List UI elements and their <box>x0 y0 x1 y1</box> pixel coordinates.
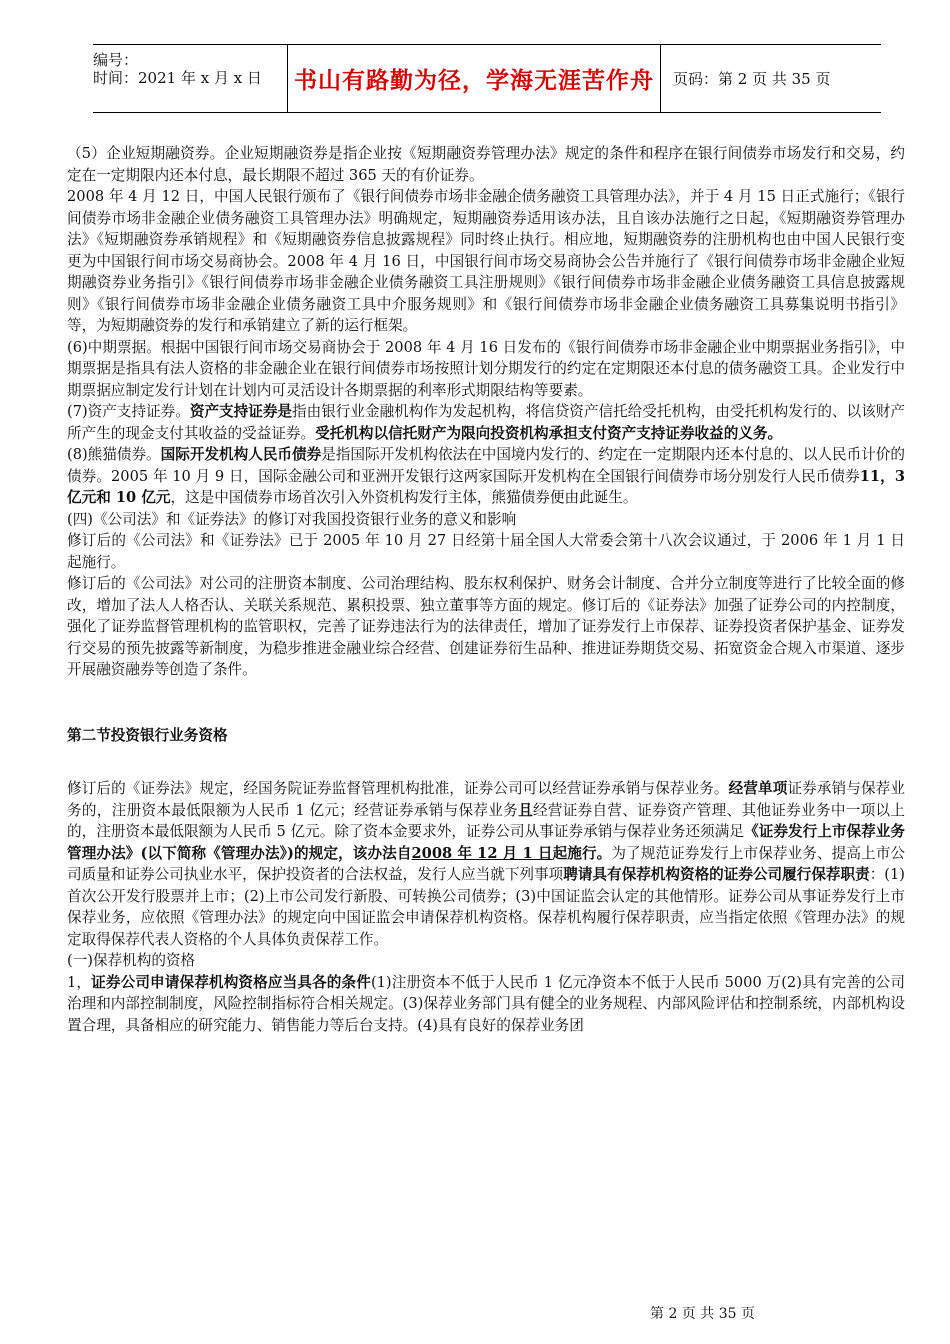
paragraph: 修订后的《公司法》和《证券法》已于 2005 年 10 月 27 日经第十届全国人大常委会第十八次会议通过，于 2006 年 1 月 1 日起施行。 <box>67 532 905 571</box>
bold-text: 国际开发机构人民币债券 <box>160 446 322 463</box>
underlined-date: 2008 年 12 月 1 日 <box>411 844 553 862</box>
section-title: 第二节投资银行业务资格 <box>67 726 228 744</box>
bold-text: 且 <box>518 801 533 819</box>
text-run: (8)熊猫债券。 <box>67 446 161 463</box>
header-meta <box>93 45 287 112</box>
bold-text: 受托机构以信托财产为限向投资机构承担支付资产支持证券收益的义务。 <box>315 424 783 442</box>
text-run: 1， <box>67 973 92 991</box>
document-time: 时间：2021 年 x 月 x 日 <box>93 69 262 87</box>
paragraph <box>67 401 905 444</box>
text-run: ，这是中国债券市场首次引入外资机构发行主体，熊猫债券便由此诞生。 <box>170 489 638 506</box>
header-motto: 书山有路勤为径，学海无涯苦作舟 <box>287 45 661 112</box>
subheading: (四)《公司法》和《证券法》的修订对我国投资银行业务的意义和影响 <box>67 510 517 528</box>
bold-text: 经营单项 <box>728 780 788 797</box>
text-run: 是指国际开发机构依法在中国境内发行的、约定在一定期限内还本付息的、以人民币计价的债券。2005 年 10 月 9 日，国际金融公司和亚洲开发银行这两家国际开发机构在全国银行间债券市场分别发行人民币债券 <box>67 446 905 485</box>
paragraph: 修订后的《公司法》对公司的注册资本制度、公司治理结构、股东权利保护、财务会计制度、合并分立制度等进行了比较全面的修改，增加了法人人格否认、关联关系规范、累积投票、独立董事等方面的规定。修订后的《证券法》加强了证券公司的内控制度，强化了证券监督管理机构的监管职权，完善了证券违法行为的法律责任，增加了证券发行上市保荐、证券投资者保护基金、证券发行交易的预先披露等新制度，为稳步推进金融业综合经营、创建证券衍生品种、推进证券期货交易、拓宽资金合规入市渠道、逐步开展融资融券等创造了条件。 <box>67 575 905 678</box>
text-run: 证券承销与保荐业务的，注册资本最低限额为人民币 1 亿元；经营证券承销与保荐业务 <box>67 780 905 819</box>
bold-text: 起施行。 <box>552 844 612 862</box>
paragraph: 2008 年 4 月 12 日，中国人民银行颁布了《银行间债券市场非金融企债务融资工具管理办法》，并于 4 月 15 日正式施行；《银行间债券市场非金融企业债务融资工具管理办法》明确规定，短期融资券适用该办法，且自该办法施行之日起，《短期融资券管理办法》《短期融资券承销规程》和《短期融资券信息披露规程》同时终止执行。相应地，短期融资券的注册机构也由中国人民银行变更为中国银行间市场交易商协会。2008 年 4 月 16 日，中国银行间市场交易商协会公告并施行了《银行间债券市场非金融企业短期融资券业务指引》《银行间债券市场非金融企业债务融资工具注册规则》《银行间债券市场非金融企业债务融资工具信息披露规则》《银行间债券市场非金融企业债务融资工具中介服务规则》和《银行间债券市场非金融企业债务融资工具募集说明书指引》等，为短期融资券的发行和承销建立了新的运行框架。 <box>67 188 905 334</box>
document-number: 编号： <box>93 51 139 69</box>
text-run: ：(1)首次公开发行股票并上市；(2)上市公司发行新股、可转换公司债券；(3)中国证监会认定的其他情形。证券公司从事证券发行上市保荐业务，应依照《管理办法》的规定向中国证监会申请保荐机构资格。保荐机构履行保荐职责，应当指定依照《管理办法》的规定取得保荐代表人资格的个人具体负责保荐工作。 <box>67 866 905 948</box>
subheading: (一)保荐机构的资格 <box>67 952 196 969</box>
bold-text: 聘请具有保荐机构资格的证券公司履行保荐职责 <box>563 866 870 883</box>
paragraph: （5）企业短期融资券。企业短期融资券是指企业按《短期融资券管理办法》规定的条件和程序在银行间债券市场发行和交易，约定在一定期限内还本付息，最长期限不超过 365 天的有价证券。 <box>67 145 905 184</box>
paragraph <box>67 444 905 509</box>
page-footer: 第 2 页 共 35 页 <box>650 1306 755 1322</box>
bold-text: 11，3 亿元和 10 亿元 <box>67 467 905 506</box>
text-run: 修订后的《证券法》规定，经国务院证券监督管理机构批准，证券公司可以经营证券承销与保荐业务。 <box>67 780 729 797</box>
paragraph <box>67 778 905 950</box>
bold-text: 证券公司申请保荐机构资格应当具各的条件 <box>91 973 371 991</box>
bold-text: 资产支持证券是 <box>189 403 293 420</box>
document-body <box>67 143 905 1036</box>
paragraph: (6)中期票据。根据中国银行间市场交易商协会于 2008 年 4 月 16 日发布的《银行间债券市场非金融企业中期票据业务指引》，中期票据是指具有法人资格的非金融企业在银行间债券市场按照计划分期发行的约定在定期限还本付息的债务融资工具。企业发行中期票据应制定发行计划在计划内可灵活设计各期票据的利率形式期限结构等要素。 <box>67 338 905 399</box>
paragraph <box>67 972 905 1037</box>
header-page-number: 页码：第 2 页 共 35 页 <box>673 70 831 88</box>
text-run: 经营证券自营、证券资产管理、其他证券业务中一项以上的，注册资本最低限额为人民币 5 亿元。除了资本金要求外，证券公司从事证券承销与保荐业务还须满足 <box>67 801 905 840</box>
page-header <box>93 44 881 113</box>
text-run: (7)资产支持证券。 <box>67 403 190 420</box>
text-run: 为了规范证券发行上市保荐业务、提高上市公司质量和证券公司执业水平，保护投资者的合法权益，发行人应当就下列事项 <box>67 844 905 883</box>
text-run: (1)注册资本不低于人民币 1 亿元净资本不低于人民币 5000 万(2)具有完善的公司治理和内部控制制度，风险控制指标符合相关规定。(3)保荐业务部门具有健全的业务规程、内部风险评估和控制系统，内部机构设置合理，具备相应的研究能力、销售能力等后台支持。(4)具有良好的保荐业务团 <box>67 973 905 1034</box>
bold-text: 《证券发行上市保荐业务管理办法》(以下简称《管理办法》)的规定，该办法自 <box>67 823 905 862</box>
text-run: 指由银行业金融机构作为发起机构，将信贷资产信托给受托机构，由受托机构发行的、以该财产所产生的现金支付其收益的受益证券。 <box>67 403 905 442</box>
